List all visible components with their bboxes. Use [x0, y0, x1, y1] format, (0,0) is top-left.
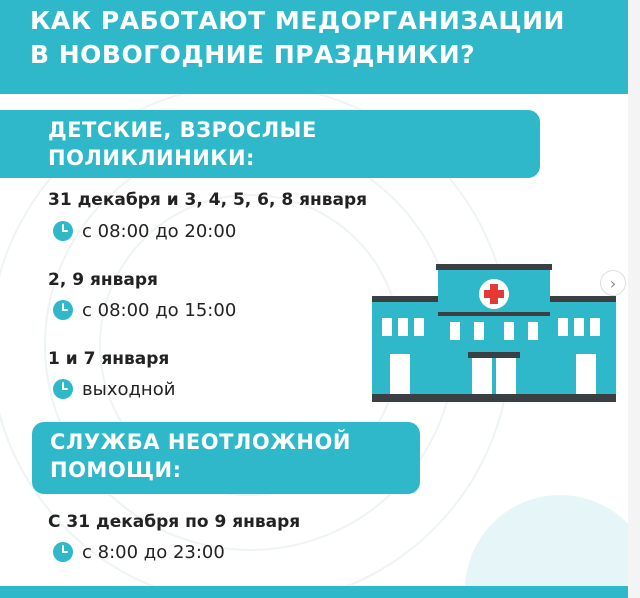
schedule-hours-row — [52, 378, 175, 400]
emergency-title-line-1: СЛУЖБА НЕОТЛОЖНОЙ — [50, 430, 351, 454]
polyclinics-section-title — [0, 110, 540, 178]
polyclinics-title-line-1: ДЕТСКИЕ, ВЗРОСЛЫЕ — [48, 118, 317, 142]
schedule-hours: с 8:00 до 23:00 — [82, 541, 225, 563]
chevron-right-icon: › — [609, 273, 617, 293]
schedule-hours-row — [52, 541, 225, 563]
carousel-next-button[interactable] — [600, 270, 626, 296]
polyclinics-title-line-2: ПОЛИКЛИНИКИ: — [48, 146, 255, 170]
schedule-dates: 2, 9 января — [48, 270, 158, 290]
header-banner — [0, 0, 628, 94]
schedule-dates: 1 и 7 января — [48, 349, 170, 369]
clock-icon — [52, 220, 74, 242]
carousel-edge — [628, 0, 640, 598]
bottom-accent-bar — [0, 586, 628, 598]
page-title-line-2: В НОВОГОДНИЕ ПРАЗДНИКИ? — [30, 40, 476, 69]
clock-icon — [52, 378, 74, 400]
emergency-title-line-2: ПОМОЩИ: — [50, 458, 182, 482]
hospital-building-icon — [372, 262, 616, 402]
clock-icon — [52, 299, 74, 321]
page-title-line-1: КАК РАБОТАЮТ МЕДОРГАНИЗАЦИИ — [30, 6, 565, 35]
schedule-dates: С 31 декабря по 9 января — [48, 512, 301, 532]
schedule-hours-row — [52, 220, 236, 242]
page-title — [30, 4, 565, 72]
schedule-hours: выходной — [82, 378, 176, 400]
schedule-dates: 31 декабря и 3, 4, 5, 6, 8 января — [48, 190, 368, 210]
schedule-hours: с 08:00 до 20:00 — [82, 220, 237, 242]
clock-icon — [52, 541, 74, 563]
emergency-section-title — [32, 422, 420, 494]
schedule-hours-row — [52, 299, 236, 321]
schedule-hours: с 08:00 до 15:00 — [82, 299, 237, 321]
